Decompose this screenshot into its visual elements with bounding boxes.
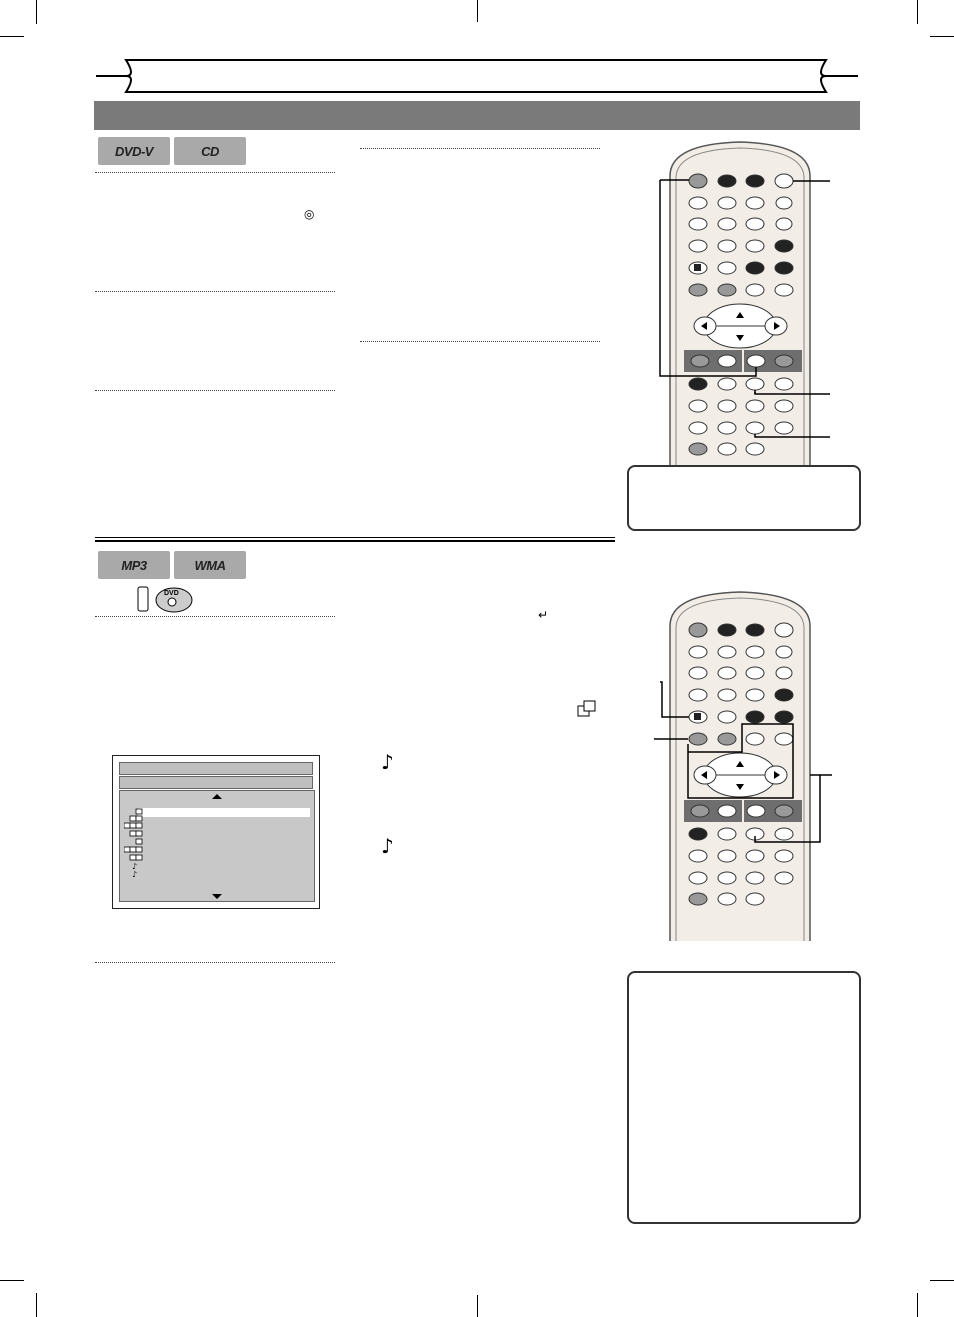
crop-mark	[917, 0, 918, 24]
return-icon: ↵	[538, 608, 549, 622]
section-bar	[94, 101, 860, 130]
divider	[360, 341, 600, 342]
divider	[95, 962, 335, 963]
remote-control-bottom	[650, 586, 840, 941]
setup-circle-icon: ◎	[304, 207, 315, 221]
header-title	[140, 64, 820, 88]
svg-text:♪: ♪	[132, 862, 138, 871]
crop-mark	[0, 1280, 24, 1281]
crop-mark	[477, 1295, 478, 1317]
divider	[95, 172, 335, 173]
mp3-badge: MP3	[98, 551, 170, 579]
screen-title-bar	[119, 762, 313, 775]
divider	[95, 390, 335, 391]
dvd-video-badge: DVD-V	[98, 137, 170, 165]
note-box-top	[627, 465, 861, 531]
section-rule	[95, 537, 615, 538]
svg-text:♪: ♪	[132, 870, 138, 879]
divider	[95, 291, 335, 292]
dvd-disc-icon	[136, 585, 194, 615]
crop-mark	[0, 36, 24, 37]
crop-mark	[477, 0, 478, 22]
note-box-bottom	[627, 971, 861, 1224]
file-list	[119, 790, 315, 902]
crop-mark	[917, 1293, 918, 1317]
folder-window-icon	[577, 700, 597, 718]
wma-badge: WMA	[174, 551, 246, 579]
svg-text:DVD: DVD	[164, 590, 179, 597]
selected-row[interactable]	[138, 808, 310, 817]
crop-mark	[930, 1280, 954, 1281]
divider	[95, 616, 335, 617]
section-rule	[95, 540, 615, 542]
screen-path-bar	[119, 776, 313, 789]
remote-control-top	[650, 136, 840, 466]
crop-mark	[36, 1293, 37, 1317]
file-list-screen	[112, 755, 320, 909]
divider	[360, 148, 600, 149]
cd-badge: CD	[174, 137, 246, 165]
crop-mark	[930, 36, 954, 37]
crop-mark	[36, 0, 37, 24]
music-note-icon: ♪	[381, 834, 394, 858]
music-note-icon: ♪	[381, 750, 394, 774]
